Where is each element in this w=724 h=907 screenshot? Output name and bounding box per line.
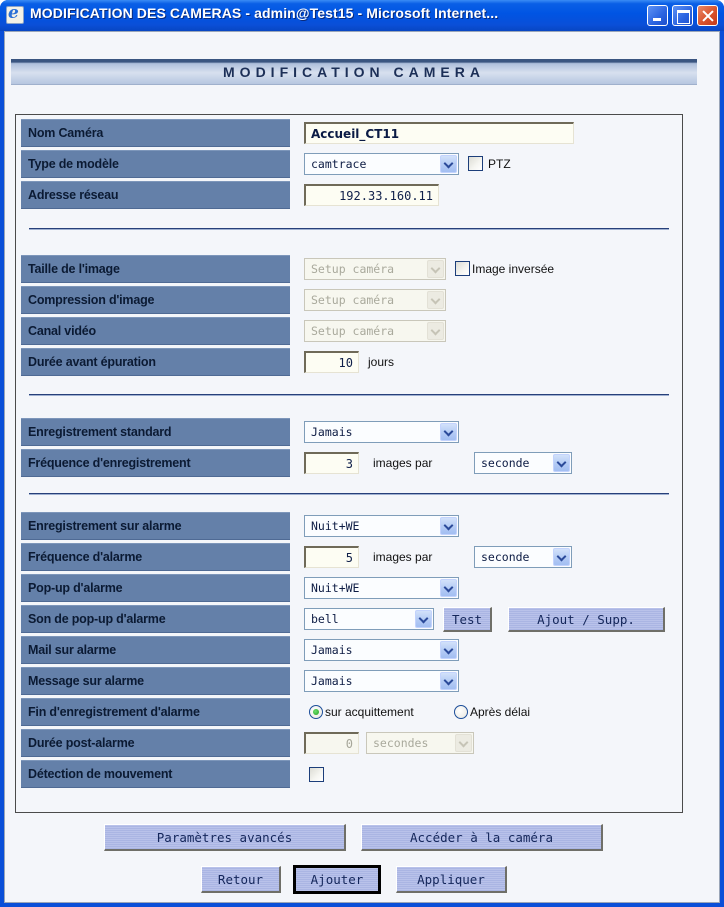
chevron-down-icon[interactable] bbox=[440, 672, 457, 690]
chevron-down-icon bbox=[427, 291, 444, 309]
label-canal-video: Canal vidéo bbox=[21, 317, 290, 345]
chevron-down-icon[interactable] bbox=[553, 548, 570, 566]
ptz-checkbox[interactable] bbox=[468, 156, 483, 171]
chevron-down-icon[interactable] bbox=[415, 610, 432, 628]
row-adresse-reseau bbox=[21, 181, 681, 209]
frequence-alarme-unit-select[interactable] bbox=[474, 546, 572, 568]
label-taille-image: Taille de l'image bbox=[21, 255, 290, 283]
message-alarme-select[interactable] bbox=[304, 670, 459, 692]
taille-image-select[interactable] bbox=[304, 258, 446, 280]
type-modele-value: camtrace bbox=[311, 157, 367, 171]
close-button[interactable] bbox=[697, 5, 718, 26]
add-button[interactable]: Ajouter bbox=[294, 866, 380, 893]
section-divider bbox=[29, 493, 669, 495]
row-frequence-enregistrement bbox=[21, 449, 681, 477]
compression-image-value: Setup caméra bbox=[311, 293, 395, 307]
row-fin-enregistrement bbox=[21, 698, 681, 726]
camera-form bbox=[15, 114, 683, 813]
taille-image-value: Setup caméra bbox=[311, 262, 395, 276]
back-button[interactable]: Retour bbox=[201, 866, 281, 893]
chevron-down-icon[interactable] bbox=[440, 517, 457, 535]
section-divider bbox=[29, 228, 669, 230]
type-modele-select[interactable] bbox=[304, 153, 459, 175]
label-adresse-reseau: Adresse réseau bbox=[21, 181, 290, 209]
row-duree-post-alarme bbox=[21, 729, 681, 757]
label-son-popup: Son de pop-up d'alarme bbox=[21, 605, 290, 633]
page-title: MODIFICATION CAMERA bbox=[223, 64, 485, 80]
enregistrement-alarme-value: Nuit+WE bbox=[311, 519, 360, 533]
mail-alarme-select[interactable] bbox=[304, 639, 459, 661]
row-enregistrement-standard bbox=[21, 418, 681, 446]
internet-explorer-icon bbox=[6, 6, 24, 24]
section-divider bbox=[29, 394, 669, 396]
row-compression-image bbox=[21, 286, 681, 314]
frequence-enregistrement-text: images par bbox=[373, 456, 433, 470]
duree-post-alarme-input[interactable]: 0 bbox=[304, 732, 359, 754]
row-nom-camera bbox=[21, 119, 681, 147]
apply-button[interactable]: Appliquer bbox=[396, 866, 507, 893]
label-message-alarme: Message sur alarme bbox=[21, 667, 290, 695]
image-inversee-label: Image inversée bbox=[472, 262, 555, 276]
enregistrement-standard-select[interactable] bbox=[304, 421, 459, 443]
row-son-popup bbox=[21, 605, 681, 633]
son-popup-select[interactable] bbox=[304, 608, 434, 630]
row-message-alarme bbox=[21, 667, 681, 695]
radio-sur-acquittement-label: sur acquittement bbox=[325, 705, 414, 719]
radio-apres-delai-label: Après délai bbox=[470, 705, 531, 719]
label-mail-alarme: Mail sur alarme bbox=[21, 636, 290, 664]
label-frequence-alarme: Fréquence d'alarme bbox=[21, 543, 290, 571]
popup-alarme-select[interactable] bbox=[304, 577, 459, 599]
frequence-alarme-text: images par bbox=[373, 550, 433, 564]
duree-epuration-input[interactable]: 10 bbox=[304, 351, 359, 373]
canal-video-select[interactable] bbox=[304, 320, 446, 342]
detection-mouvement-checkbox[interactable] bbox=[309, 767, 324, 782]
window-title: MODIFICATION DES CAMERAS - admin@Test15 - Microsoft Internet... bbox=[30, 5, 499, 21]
page-header bbox=[11, 59, 697, 85]
son-popup-value: bell bbox=[311, 612, 339, 626]
frequence-enregistrement-input[interactable]: 3 bbox=[304, 452, 359, 474]
row-popup-alarme bbox=[21, 574, 681, 602]
frequence-alarme-unit: seconde bbox=[481, 550, 530, 564]
label-fin-enregistrement: Fin d'enregistrement d'alarme bbox=[21, 698, 290, 726]
access-camera-button[interactable]: Accéder à la caméra bbox=[361, 824, 603, 851]
radio-apres-delai[interactable] bbox=[454, 705, 468, 719]
enregistrement-standard-value: Jamais bbox=[311, 425, 353, 439]
row-frequence-alarme bbox=[21, 543, 681, 571]
label-popup-alarme: Pop-up d'alarme bbox=[21, 574, 290, 602]
message-alarme-value: Jamais bbox=[311, 674, 353, 688]
label-frequence-enregistrement: Fréquence d'enregistrement bbox=[21, 449, 290, 477]
page-content bbox=[4, 31, 720, 903]
ptz-label: PTZ bbox=[488, 157, 511, 171]
compression-image-select[interactable] bbox=[304, 289, 446, 311]
maximize-button[interactable] bbox=[672, 5, 693, 26]
manage-sounds-button[interactable]: Ajout / Supp. bbox=[508, 607, 665, 632]
image-inversee-checkbox[interactable] bbox=[455, 261, 470, 276]
chevron-down-icon bbox=[455, 734, 472, 752]
title-bar[interactable] bbox=[0, 0, 724, 31]
label-enregistrement-standard: Enregistrement standard bbox=[21, 418, 290, 446]
row-mail-alarme bbox=[21, 636, 681, 664]
chevron-down-icon[interactable] bbox=[553, 454, 570, 472]
minimize-button[interactable] bbox=[647, 5, 668, 26]
label-nom-camera: Nom Caméra bbox=[21, 119, 290, 147]
row-detection-mouvement bbox=[21, 760, 681, 788]
test-sound-button[interactable]: Test bbox=[443, 607, 492, 632]
label-enregistrement-alarme: Enregistrement sur alarme bbox=[21, 512, 290, 540]
frequence-alarme-input[interactable]: 5 bbox=[304, 546, 359, 568]
popup-alarme-value: Nuit+WE bbox=[311, 581, 360, 595]
chevron-down-icon[interactable] bbox=[440, 641, 457, 659]
chevron-down-icon bbox=[427, 322, 444, 340]
row-taille-image bbox=[21, 255, 681, 283]
duree-epuration-unit: jours bbox=[368, 355, 395, 369]
label-type-modele: Type de modèle bbox=[21, 150, 290, 178]
label-duree-post-alarme: Durée post-alarme bbox=[21, 729, 290, 757]
row-enregistrement-alarme bbox=[21, 512, 681, 540]
frequence-enregistrement-unit: seconde bbox=[481, 456, 530, 470]
radio-sur-acquittement[interactable] bbox=[309, 705, 323, 719]
advanced-settings-button[interactable]: Paramètres avancés bbox=[104, 824, 346, 851]
row-canal-video bbox=[21, 317, 681, 345]
enregistrement-alarme-select[interactable] bbox=[304, 515, 459, 537]
frequence-enregistrement-unit-select[interactable] bbox=[474, 452, 572, 474]
nom-camera-input[interactable]: Accueil_CT11 bbox=[304, 122, 574, 144]
chevron-down-icon[interactable] bbox=[440, 155, 457, 173]
label-duree-epuration: Durée avant épuration bbox=[21, 348, 290, 376]
mail-alarme-value: Jamais bbox=[311, 643, 353, 657]
duree-post-alarme-unit-select[interactable] bbox=[366, 732, 474, 754]
chevron-down-icon bbox=[427, 260, 444, 278]
duree-post-alarme-unit: secondes bbox=[373, 736, 429, 750]
chevron-down-icon[interactable] bbox=[440, 579, 457, 597]
canal-video-value: Setup caméra bbox=[311, 324, 395, 338]
row-duree-epuration bbox=[21, 348, 681, 376]
row-type-modele bbox=[21, 150, 681, 178]
label-detection-mouvement: Détection de mouvement bbox=[21, 760, 290, 788]
adresse-reseau-input[interactable]: 192.33.160.11 bbox=[304, 184, 439, 206]
chevron-down-icon[interactable] bbox=[440, 423, 457, 441]
label-compression-image: Compression d'image bbox=[21, 286, 290, 314]
